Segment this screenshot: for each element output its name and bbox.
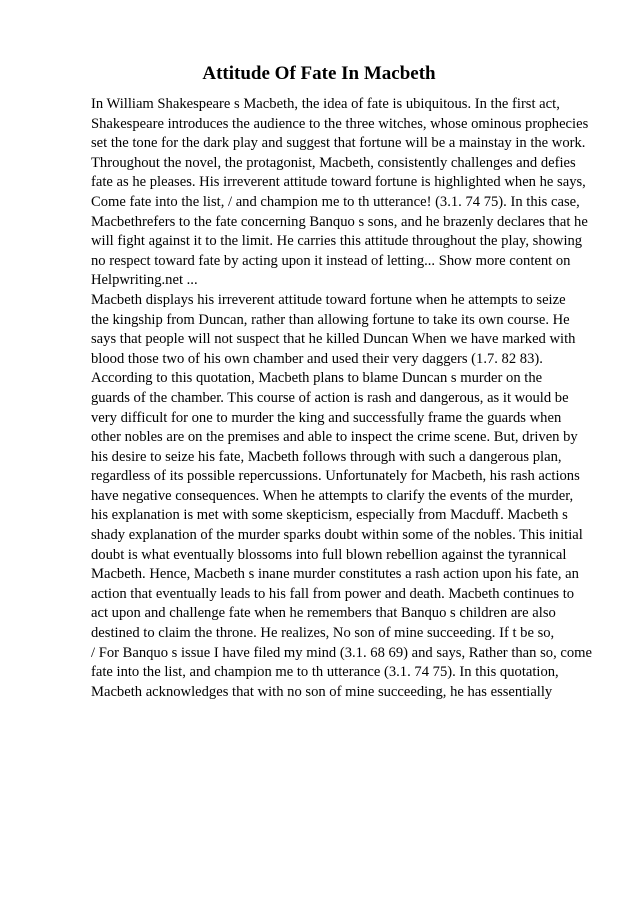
body-line: Macbeth. Hence, Macbeth s inane murder constitutes a rash action upon his fate, an <box>91 566 579 583</box>
body-line: his explanation is met with some skepticism, especially from Macduff. Macbeth s <box>91 507 568 524</box>
body-line: destined to claim the throne. He realizes, No son of mine succeeding. If t be so, <box>91 625 555 642</box>
document-title: Attitude Of Fate In Macbeth <box>202 63 436 84</box>
body-line: no respect toward fate by acting upon it instead of letting... Show more content on <box>91 252 571 269</box>
body-line: set the tone for the dark play and suggest that fortune will be a mainstay in the work. <box>91 135 586 152</box>
body-line: blood those two of his own chamber and used their very daggers (1.7. 82 83). <box>91 350 543 367</box>
body-line: Throughout the novel, the protagonist, Macbeth, consistently challenges and defies <box>91 154 576 171</box>
body-line: Macbeth displays his irreverent attitude toward fortune when he attempts to seize <box>91 291 566 308</box>
body-line: his desire to seize his fate, Macbeth follows through with such a dangerous plan, <box>91 448 562 465</box>
body-line: says that people will not suspect that he killed Duncan When we have marked with <box>91 331 576 348</box>
body-line: Macbethrefers to the fate concerning Banquo s sons, and he brazenly declares that he <box>91 213 588 230</box>
document-body <box>91 95 611 702</box>
body-line: regardless of its possible repercussions. Unfortunately for Macbeth, his rash actions <box>91 468 580 485</box>
body-line: other nobles are on the premises and able to inspect the crime scene. But, driven by <box>91 429 578 446</box>
body-line: Come fate into the list, / and champion me to th utterance! (3.1. 74 75). In this case, <box>91 193 580 210</box>
body-line: fate into the list, and champion me to th utterance (3.1. 74 75). In this quotation, <box>91 664 559 681</box>
body-line: shady explanation of the murder sparks doubt within some of the nobles. This initial <box>91 527 583 544</box>
body-line: In William Shakespeare s Macbeth, the idea of fate is ubiquitous. In the first act, <box>91 96 560 112</box>
body-line: act upon and challenge fate when he remembers that Banquo s children are also <box>91 605 556 622</box>
body-line: Macbeth acknowledges that with no son of mine succeeding, he has essentially <box>91 683 553 700</box>
body-line: very difficult for one to murder the king and successfully frame the guards when <box>91 409 562 426</box>
body-line: guards of the chamber. This course of action is rash and dangerous, as it would be <box>91 389 569 406</box>
body-line: fate as he pleases. His irreverent attitude toward fortune is highlighted when he says, <box>91 174 586 191</box>
body-line: Shakespeare introduces the audience to the three witches, whose ominous prophecies <box>91 115 589 132</box>
body-line: Helpwriting.net ... <box>91 272 198 289</box>
body-line: will fight against it to the limit. He carries this attitude throughout the play, showing <box>91 233 583 250</box>
body-line: / For Banquo s issue I have filed my mind (3.1. 68 69) and says, Rather than so, come <box>91 644 592 661</box>
body-line: According to this quotation, Macbeth plans to blame Duncan s murder on the <box>91 370 543 387</box>
body-line: action that eventually leads to his fall from power and death. Macbeth continues to <box>91 585 575 602</box>
body-line: the kingship from Duncan, rather than allowing fortune to take its own course. He <box>91 311 570 328</box>
body-line: doubt is what eventually blossoms into full blown rebellion against the tyrannical <box>91 546 567 563</box>
body-line: have negative consequences. When he attempts to clarify the events of the murder, <box>91 487 574 504</box>
